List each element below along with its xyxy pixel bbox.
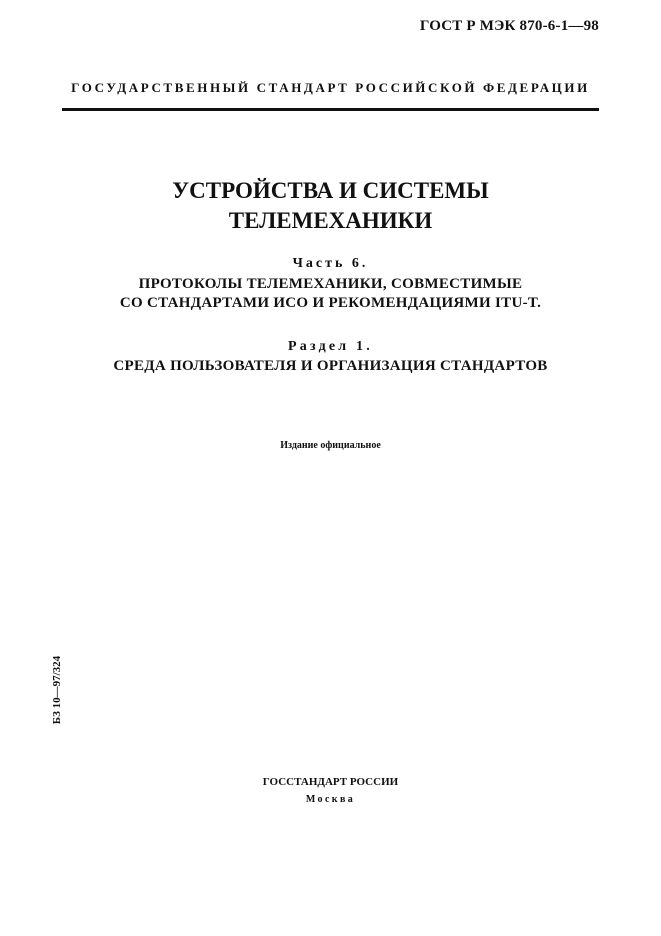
edition-note: Издание официальное: [280, 440, 381, 451]
publisher: ГОССТАНДАРТ РОССИИ: [262, 776, 399, 788]
part-title-line-2: СО СТАНДАРТАМИ ИСО И РЕКОМЕНДАЦИЯМИ ITU-T.: [119, 295, 542, 311]
publisher-city: Москва: [305, 794, 356, 805]
section-label: Раздел 1.: [288, 339, 373, 354]
part-title: [0, 275, 661, 313]
document-number: ГОСТ Р МЭК 870-6-1—98: [419, 18, 599, 34]
part-title-line-1: ПРОТОКОЛЫ ТЕЛЕМЕХАНИКИ, СОВМЕСТИМЫЕ: [138, 276, 523, 292]
part-label: Часть 6.: [292, 256, 369, 271]
main-title-line-1: УСТРОЙСТВА И СИСТЕМЫ: [172, 178, 489, 203]
side-code: БЗ 10—97/324: [51, 655, 63, 725]
header-rule: [62, 108, 599, 111]
section-title: СРЕДА ПОЛЬЗОВАТЕЛЯ И ОРГАНИЗАЦИЯ СТАНДАРТОВ: [113, 358, 548, 374]
header-organization: ГОСУДАРСТВЕННЫЙ СТАНДАРТ РОССИЙСКОЙ ФЕДЕРАЦИИ: [71, 80, 590, 95]
main-title-line-2: ТЕЛЕМЕХАНИКИ: [228, 208, 433, 233]
main-title: [0, 176, 661, 236]
